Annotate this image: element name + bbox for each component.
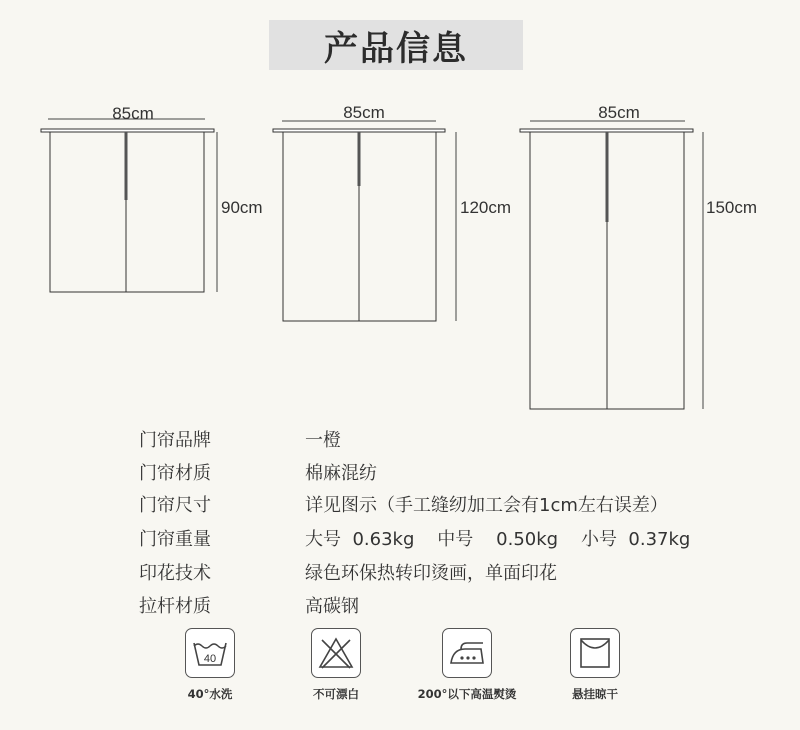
spec-row-material [0, 459, 800, 487]
height-label: 150cm [706, 198, 758, 217]
wash-temp-text: 40 [203, 653, 217, 665]
spec-value: 详见图示（手工缝纫加工会有1cm左右误差） [305, 495, 668, 516]
wash-40-icon [185, 628, 235, 678]
no-bleach-icon [311, 628, 361, 678]
width-label: 85cm [598, 103, 640, 122]
spec-label: 门帘尺寸 [139, 495, 211, 516]
spec-value: 棉麻混纺 [305, 463, 377, 484]
spec-value: 一橙 [305, 430, 341, 451]
curtain-slit [125, 132, 128, 200]
spec-row-weight [0, 525, 800, 553]
spec-label: 门帘材质 [139, 463, 211, 484]
spec-value: 大号 0.63kg 中号 0.50kg 小号 0.37kg [305, 529, 691, 550]
care-label: 40°水洗 [187, 687, 233, 701]
spec-label: 印花技术 [139, 563, 211, 584]
hang-dry-icon [570, 628, 620, 678]
curtain-slit [606, 132, 609, 222]
care-label: 200°以下高温熨烫 [417, 687, 517, 701]
spec-label: 门帘品牌 [139, 430, 211, 451]
spec-row-rod-material [0, 592, 800, 620]
care-wash [150, 628, 270, 702]
spec-row-size [0, 491, 800, 519]
spec-row-printing [0, 559, 800, 587]
width-label: 85cm [343, 103, 385, 122]
curtain-large [520, 103, 757, 409]
care-iron [407, 628, 527, 702]
curtain-slit [358, 132, 361, 186]
height-label: 90cm [221, 198, 263, 217]
page-title: 产品信息 [324, 28, 468, 69]
curtain-small [41, 104, 263, 292]
curtain-medium [273, 103, 511, 321]
spec-label: 拉杆材质 [139, 596, 211, 617]
spec-value: 绿色环保热转印烫画，单面印花 [305, 563, 557, 584]
iron-200-icon [442, 628, 492, 678]
spec-row-brand [0, 426, 800, 454]
width-label: 85cm [112, 104, 154, 123]
spec-label: 门帘重量 [139, 529, 211, 550]
care-no-bleach [276, 628, 396, 702]
height-label: 120cm [460, 198, 512, 217]
care-label: 不可漂白 [313, 687, 359, 701]
care-label: 悬挂晾干 [572, 687, 618, 701]
spec-value: 高碳钢 [305, 596, 359, 617]
care-hang-dry [535, 628, 655, 702]
